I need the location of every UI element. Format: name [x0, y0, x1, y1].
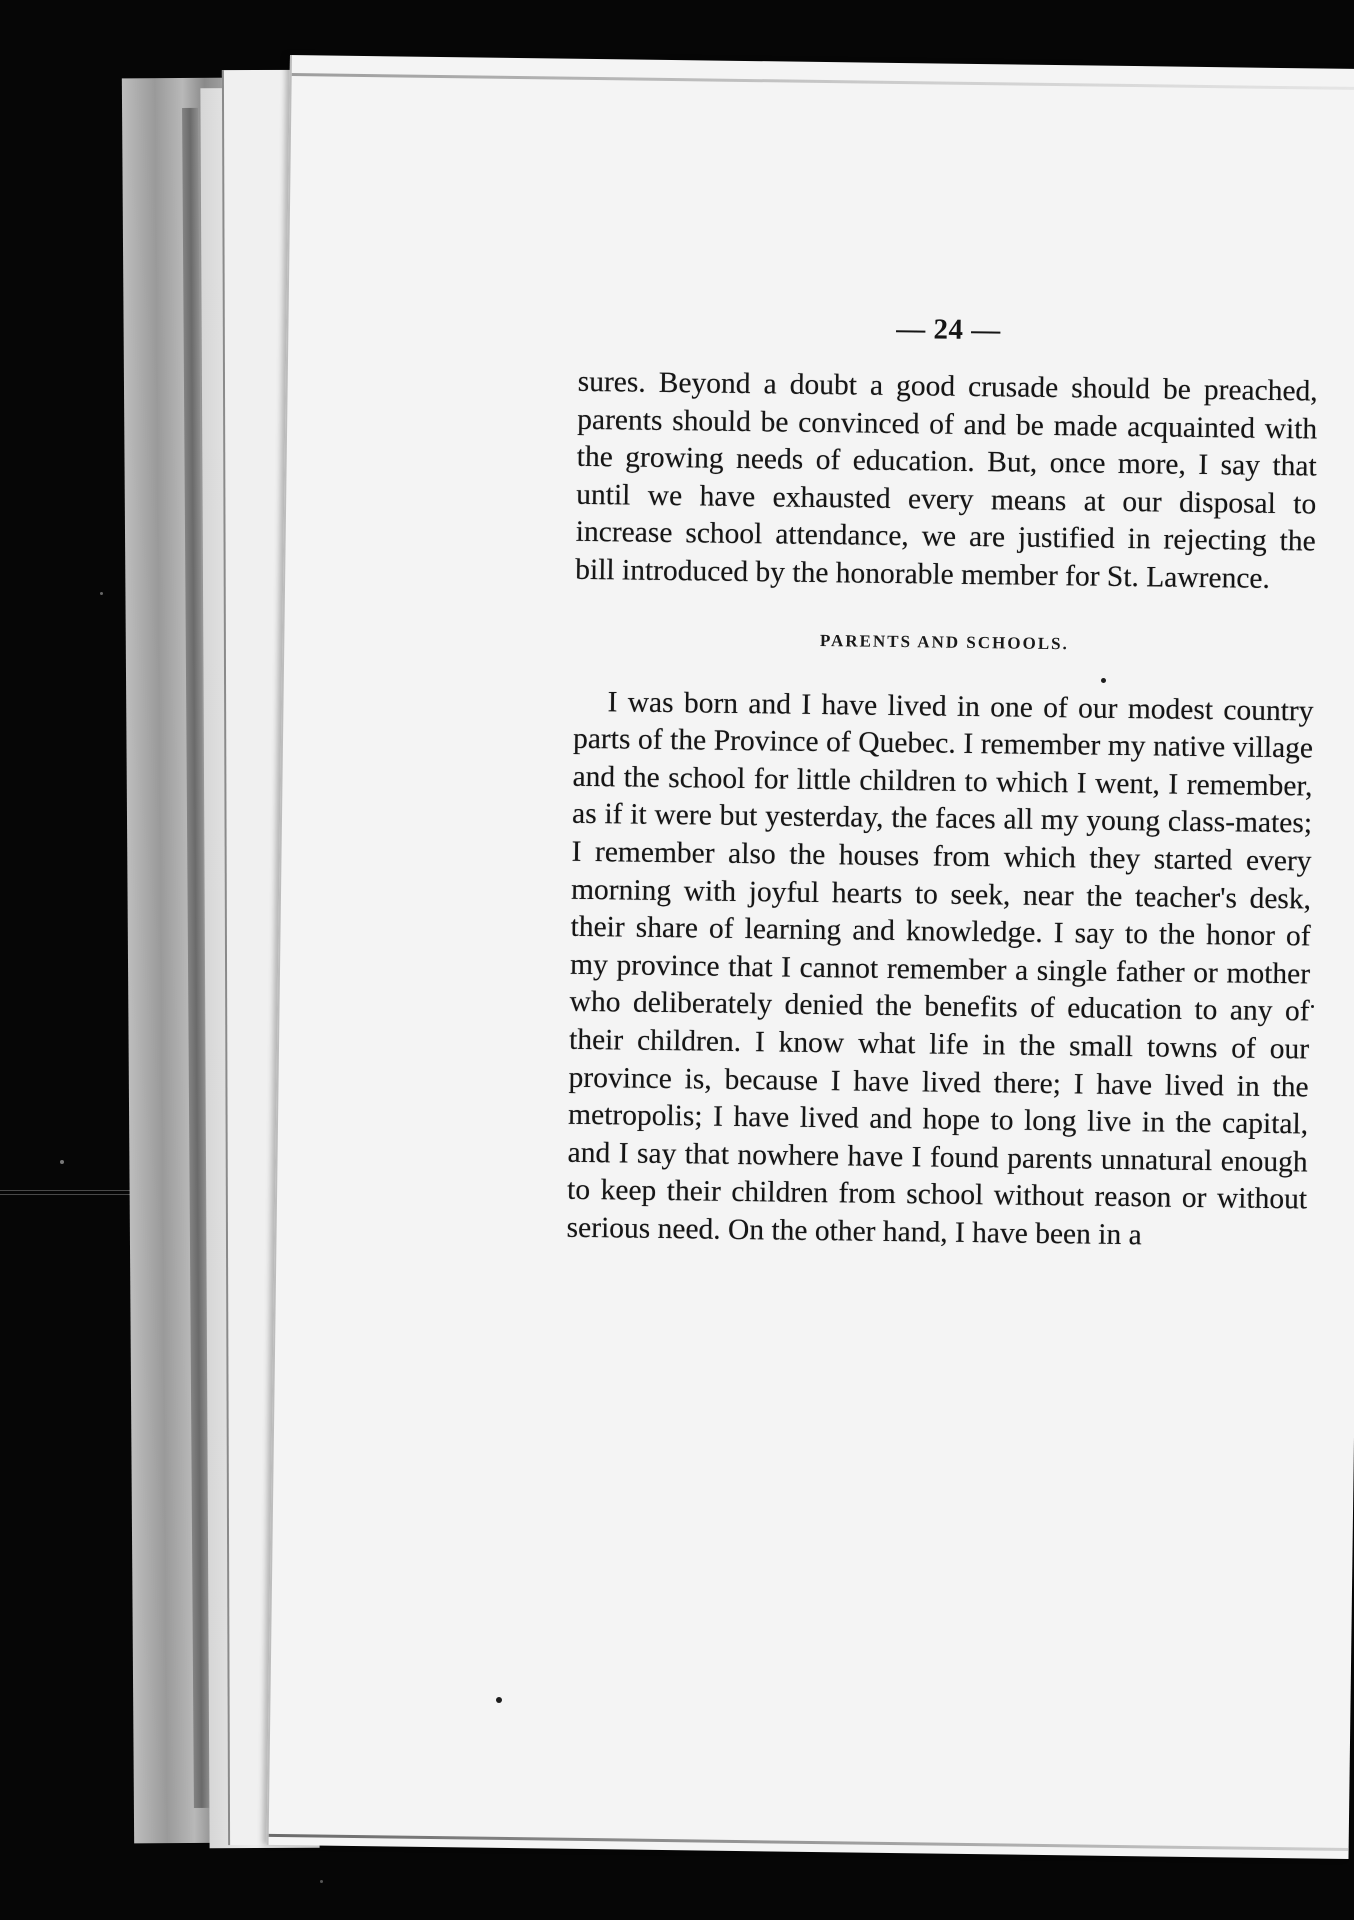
dust-speck	[100, 592, 103, 595]
section-heading: PARENTS AND SCHOOLS.	[819, 630, 1069, 653]
dust-speck	[60, 1160, 64, 1164]
paragraph-2: I was born and I have lived in one of our modest country parts of the Province of Quebec. I remember my native village and the school for little children to which I went, I remember, as if it were but yesterday, the faces all my young class-mates; I remember also the houses from which they started every morning with joyful hearts to seek, near the teacher's desk, their share of learning and knowledge. I say to the honor of my province that I cannot remember a single father or mother who deliberately denied the benefits of education to any of their children. I know what life in the small towns of our province is, because I have lived there; I have lived in the metropolis; I have lived and hope to long live in the capital, and I say that nowhere have I found parents unnatural enough to keep their children from school without reason or without serious need. On the other hand, I have been in a	[566, 685, 1314, 1252]
dust-speck	[320, 1880, 323, 1883]
ink-speck	[1311, 1005, 1314, 1008]
ink-speck	[1101, 678, 1106, 683]
page-text-block	[566, 309, 1318, 1257]
book-page	[267, 55, 1354, 1859]
ink-speck	[496, 1697, 502, 1703]
page-number: — 24 —	[896, 312, 1001, 347]
paragraph-1: sures. Beyond a doubt a good crusade should be preached, parents should be convinced of and be made acquainted with the growing needs of education. But, once more, I say that until we have exhausted every means at our disposal to increase school attendance, we are justified in rejecting the bill introduced by the honorable member for St. Lawrence.	[575, 365, 1318, 595]
